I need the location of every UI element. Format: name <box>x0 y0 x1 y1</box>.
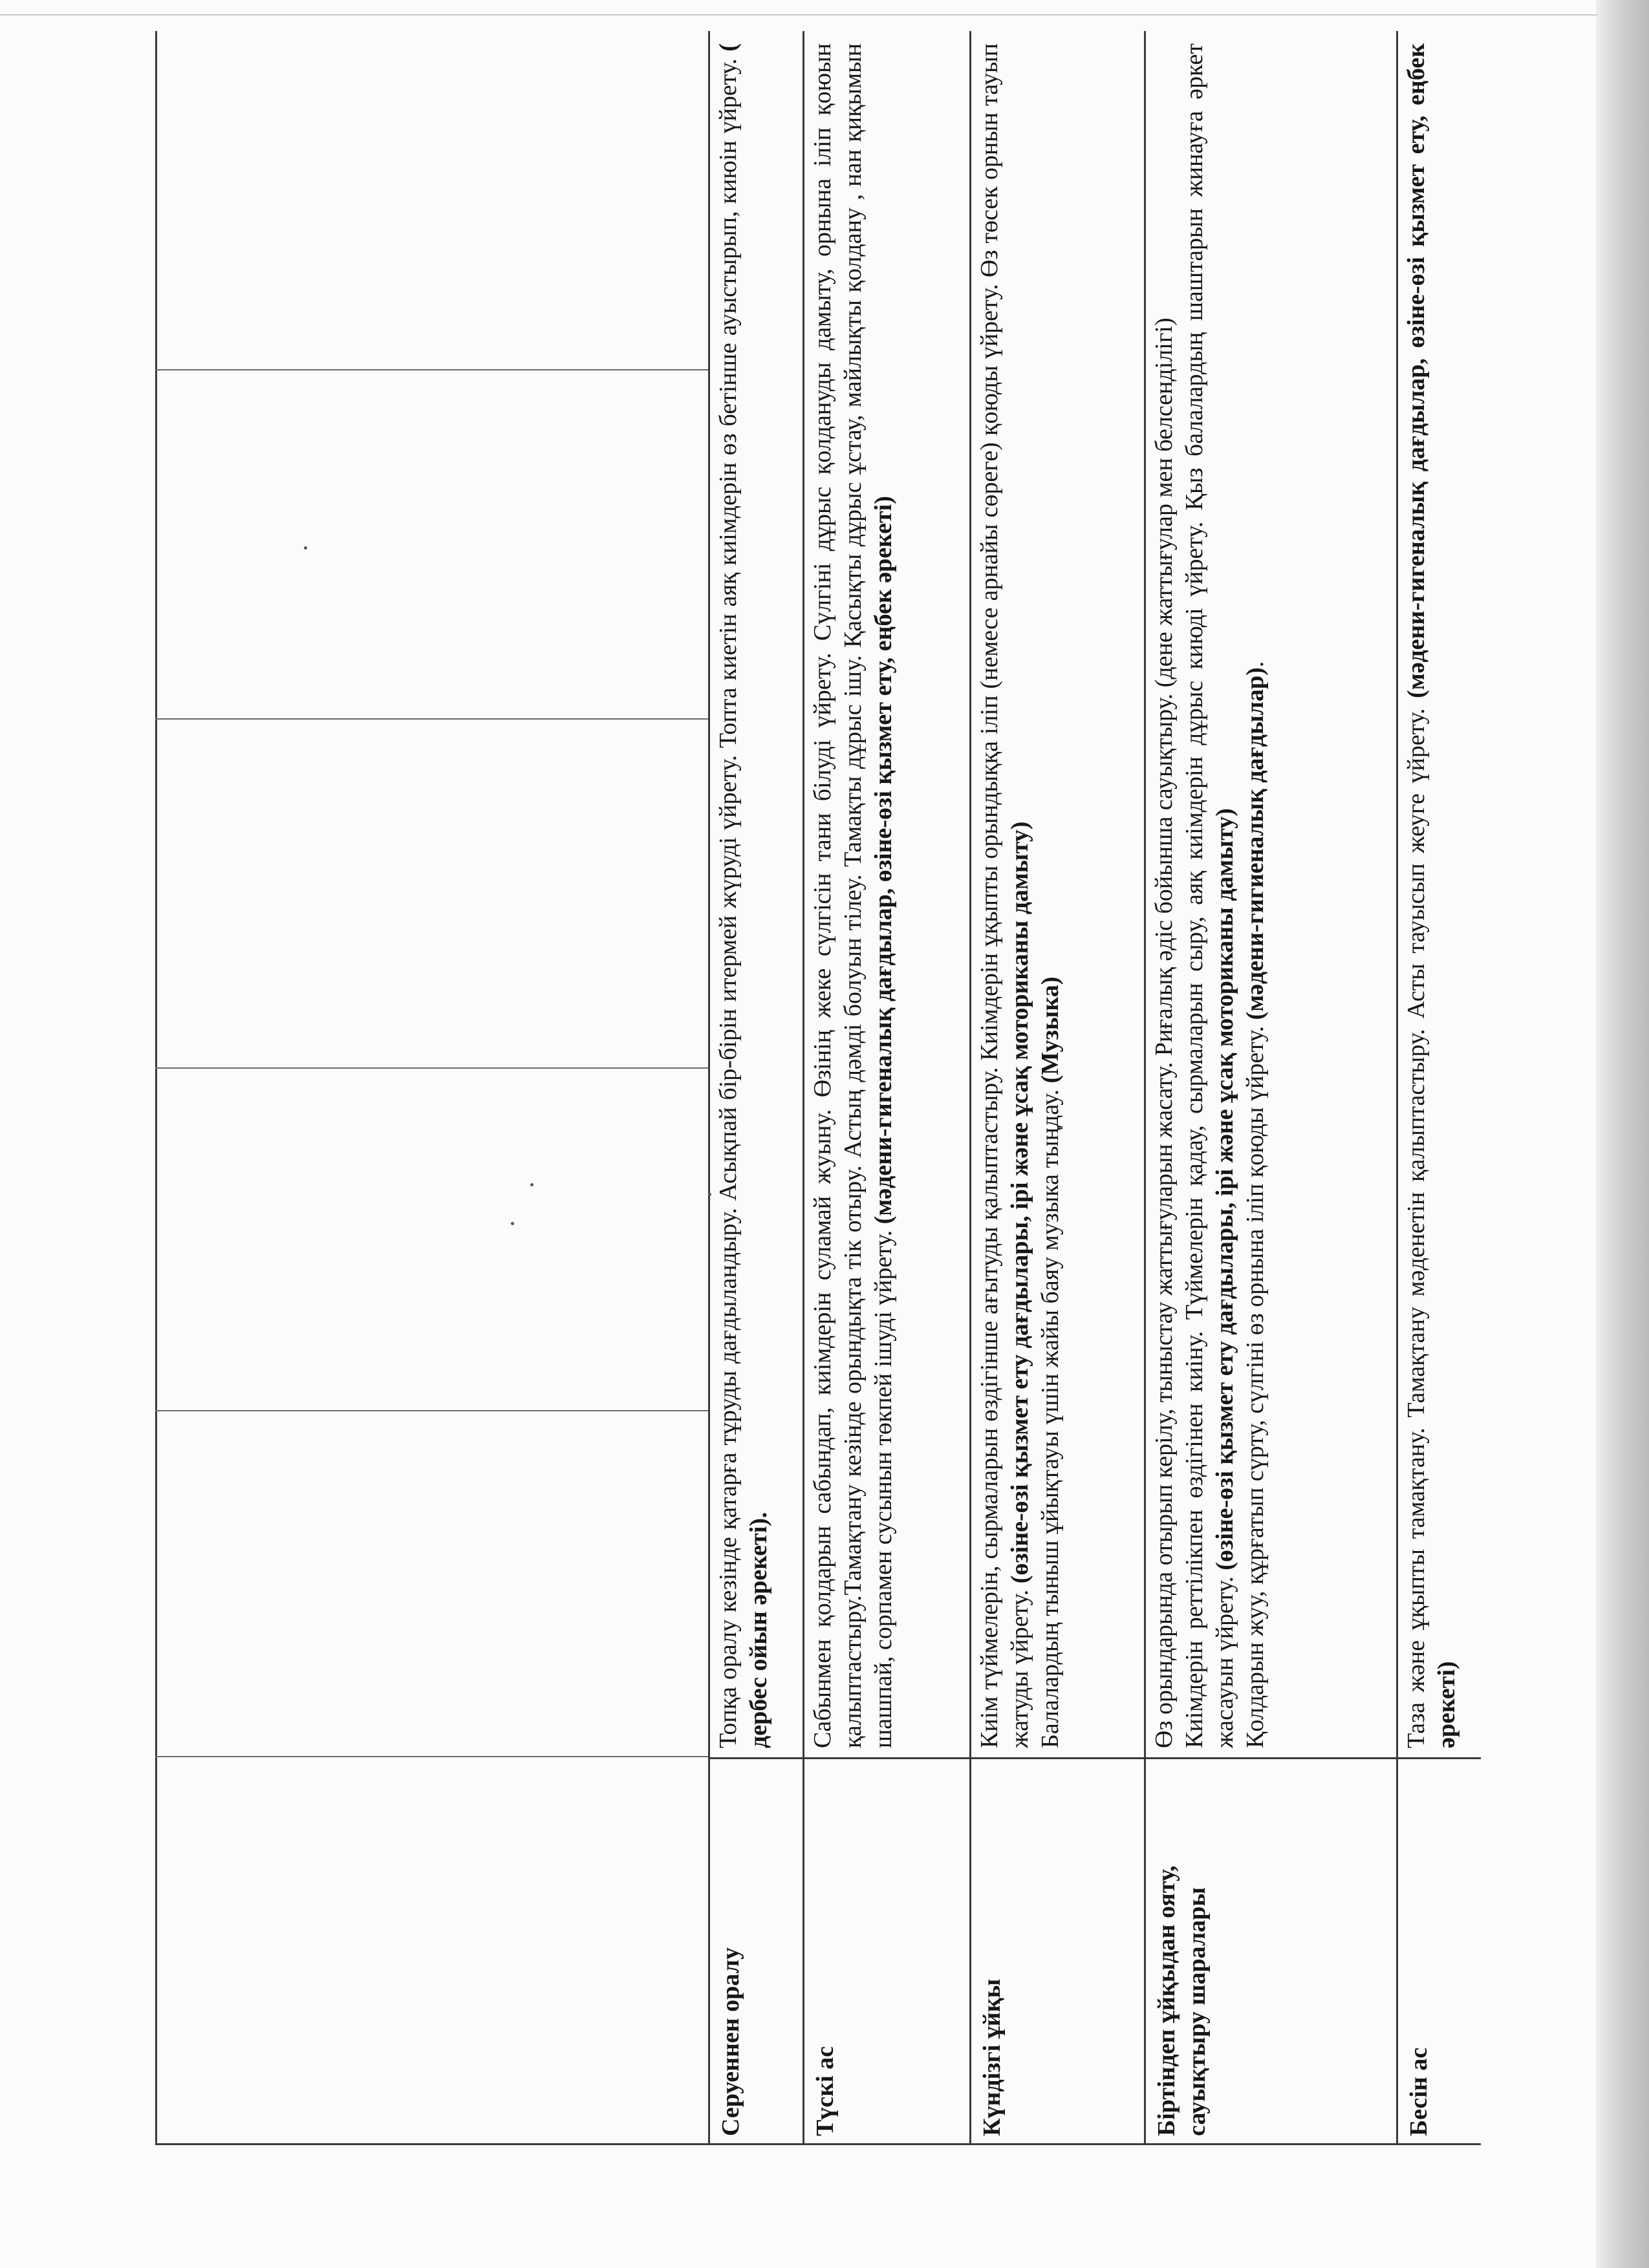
activity-category-tag: (мәдени-гигиеналық дағдылар) <box>1242 667 1269 1020</box>
empty-column-divider <box>155 1067 708 1069</box>
activity-paragraph <box>1149 43 1180 1748</box>
activity-paragraph <box>975 43 1035 1748</box>
activity-text: Өз орындарында отырып керілу, тыныстау жаттығуларын жасату. Риғалық әдіс бойынша сауықтыру. (дене жаттығулар мен белсенділігі) <box>1150 317 1178 1748</box>
rotated-schedule-table <box>155 31 1481 2145</box>
row-label: Түскі ас <box>812 2046 839 2136</box>
activity-text: Топқа оралу кезінде қатарға тұруды дағдыландыру. Асықпай бір-бірін итермей жүруді үйрету. Топта киетін аяқ киімдерін өз бетінше ауыстырып, киюін үйрету. <box>715 51 742 1748</box>
row-label: Күндізгі ұйқы <box>978 1978 1006 2136</box>
activity-category-tag: (өзіне-өзі қызмет ету дағдылары, ірі және ұсақ моториканы дамыту) <box>1006 821 1033 1584</box>
row-separator <box>1144 31 1146 2145</box>
activity-paragraph <box>1240 43 1271 1748</box>
activity-text: Таза және ұқыпты тамақтану. Тамақтану мәденетін қалыптастыру. Асты тауысып жеуге үйрету. <box>1403 698 1430 1748</box>
activity-text: . <box>1242 661 1269 668</box>
activity-text: Киімдерін реттілікпен өздігінен киіну. Түймелерін қадау, сырмаларын сыру, аяқ киімдерін дұрыс киюді үйрету. Қыз балалардың шаштарын жинауға әркет жасауын үйрету. <box>1181 43 1238 1748</box>
table-top-border <box>155 31 157 2145</box>
row-description <box>1144 34 1396 1757</box>
activity-paragraph <box>1035 43 1066 1748</box>
activity-paragraph <box>1180 43 1240 1748</box>
table-row-seruennen-oralu <box>708 31 803 2145</box>
activity-category-tag: (мәдени-гигеналық дағдылар, өзіне-өзі қызмет ету, еңбек әрекеті) <box>870 496 897 1225</box>
activity-text: Қолдарын жуу, құрғатып сүрту, сүлгіні өз орнына іліп қоюды үйрету. <box>1242 1020 1269 1748</box>
activity-text: Сабынмен қолдарын сабындап, киімдерін суламай жуыну. Өзінің жеке сүлгісін тани білуді үйрету. Сүлгіні дұрыс қолдануды дамыту, орнына іліп қоюын қалыптастыру.Тамақтану кезінде орындықта тік отыру. Астың дәмді болуын тілеу. Тамақты дұрыс ішу. Қасықты дұрыс ұстау, майлықты қолдану , нан қиқымын шашпай, сорпамен сусынын төкпей ішуді үйрету. <box>809 43 897 1748</box>
scanner-edge-shadow <box>1596 0 1649 2268</box>
row-description <box>1396 34 1481 1757</box>
row-separator <box>708 31 710 2145</box>
activity-category-tag: ( дербес ойын әрекеті). <box>715 43 772 1748</box>
scan-speck <box>304 546 307 550</box>
empty-column-divider <box>155 718 708 720</box>
row-description <box>803 34 969 1757</box>
scan-top-border <box>0 14 1597 16</box>
activity-text: Балалардың тыныш ұйықтауы үшін жайы баяу музыка тыңдау. <box>1037 1083 1064 1748</box>
scan-speck <box>511 1222 514 1225</box>
row-separator <box>1396 31 1398 2145</box>
activity-category-tag: (Музыка) <box>1037 976 1064 1084</box>
table-row-tuski-as <box>803 31 969 2145</box>
scan-speck <box>708 1193 711 1196</box>
table-row-oyatu-sauyktyru <box>1144 31 1396 2145</box>
empty-column-divider <box>155 1756 708 1757</box>
row-separator <box>803 31 804 2145</box>
table-row-kundizgi-uiky <box>969 31 1144 2145</box>
activity-category-tag: (мәдени-гигеналық дағдылар, өзіне-өзі қызмет ету, еңбек әрекеті) <box>1403 43 1460 1748</box>
activity-text: Киім түймелерін, сырмаларын өздігінше ағытуды қалыптастыру. Киімдерін ұқыпты орындыққа іліп (немесе арнайы сөреге) қоюды үйрету. Өз төсек орнын тауып жатуды үйрету. <box>976 43 1033 1748</box>
table-row-besin-as <box>1396 31 1481 2145</box>
row-description <box>708 34 803 1757</box>
row-label: Бесін ас <box>1405 2047 1432 2136</box>
row-label: Серуеннен оралу <box>717 1947 744 2136</box>
row-separator <box>969 31 971 2145</box>
row-label: Біртіндеп ұйқыдан ояту, сауықтыру шаралары <box>1153 1865 1211 2136</box>
row-description <box>969 34 1144 1757</box>
activity-category-tag: (өзіне-өзі қызмет ету дағдылары, ірі және ұсақ моториканы дамыту) <box>1211 808 1238 1570</box>
empty-column-divider <box>155 1410 708 1411</box>
empty-column-divider <box>155 369 708 370</box>
scan-speck <box>530 1183 534 1186</box>
